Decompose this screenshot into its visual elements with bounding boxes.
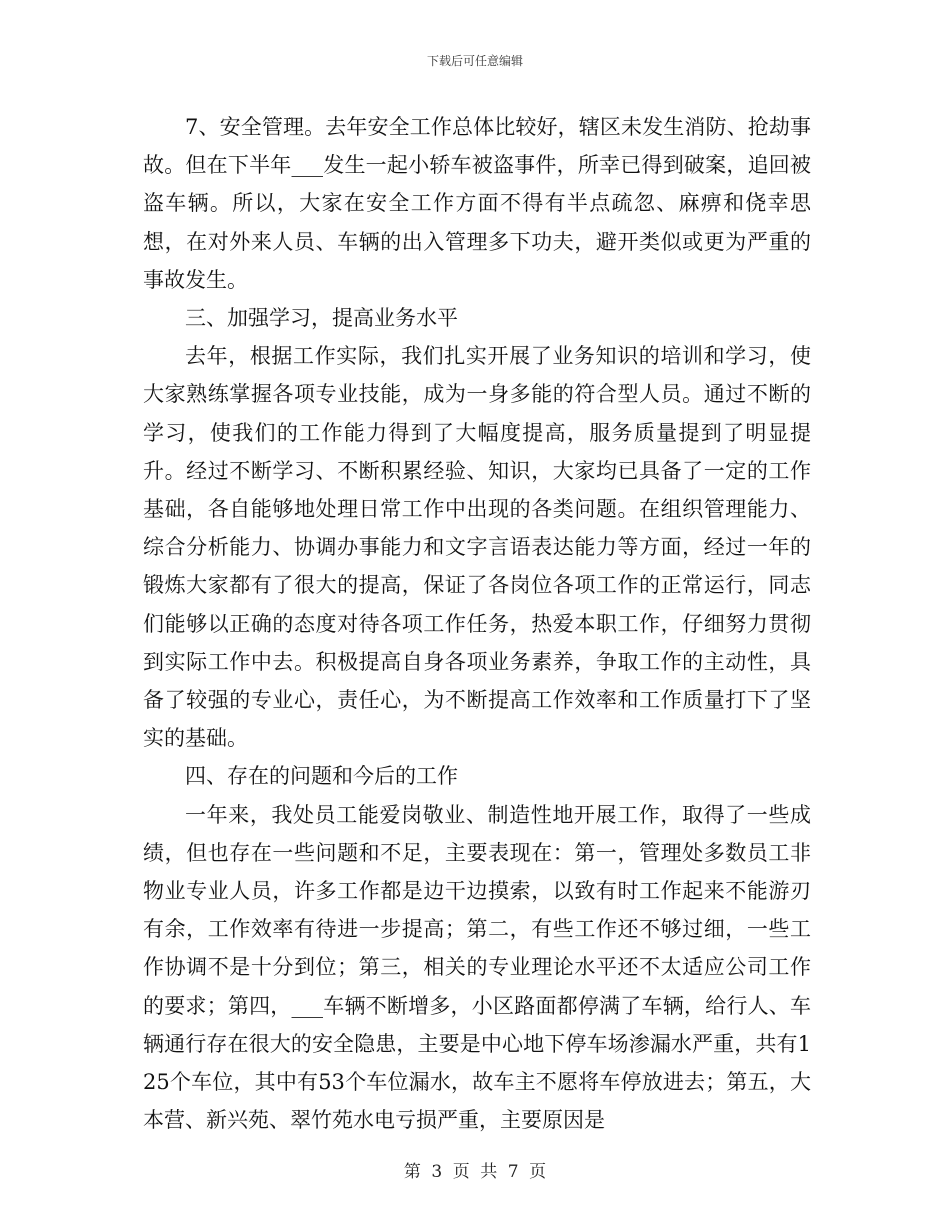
section-heading-problems: 四、存在的问题和今后的工作 bbox=[185, 764, 458, 789]
paragraph-study: 去年，根据工作实际，我们扎实开展了业务知识的培训和学习，使大家熟练掌握各项专业技能，成为一身多能的符合型人员。通过不断的学习，使我们的工作能力得到了大幅度提高，服务质量提到了明显提升。经过不断学习、不断积累经验、知识，大家均已具备了一定的工作基础，各自能够地处理日常工作中出现的各类问题。在组织管理能力、综合分析能力、协调办事能力和文字言语表达能力等方面，经过一年的锻炼大家都有了很大的提高，保证了各岗位各项工作的正常运行，同志们能够以正确的态度对待各项工作任务，热爱本职工作，仔细努力贯彻到实际工作中去。积极提高自身各项业务素养，争取工作的主动性，具备了较强的专业心，责任心，为不断提高工作效率和工作质量打下了坚实的基础。 bbox=[143, 344, 811, 751]
paragraph-problems: 一年来，我处员工能爱岗敬业、制造性地开展工作，取得了一些成绩，但也存在一些问题和不足，主要表现在：第一，管理处多数员工非物业专业人员，许多工作都是边干边摸索，以致有时工作起来不能游刃有余，工作效率有待进一步提高；第二，有些工作还不够过细，一些工作协调不是十分到位；第三，相关的专业理论水平还不太适应公司工作的要求；第四，___车辆不断增多，小区路面都停满了车辆，给行人、车辆通行存在很大的安全隐患，主要是中心地下停车场渗漏水严重，共有125个车位，其中有53个车位漏水，故车主不愿将车停放进去；第五，大本营、新兴苑、翠竹苑水电亏损严重，主要原因是 bbox=[143, 802, 811, 1133]
section-heading-study: 三、加强学习，提高业务水平 bbox=[185, 306, 458, 331]
page-header: 下载后可任意编辑 bbox=[426, 54, 523, 68]
document-body bbox=[143, 108, 811, 1139]
paragraph-safety-management: 7、安全管理。去年安全工作总体比较好，辖区未发生消防、抢劫事故。但在下半年___发生一起小轿车被盗事件，所幸已得到破案，追回被盗车辆。所以，大家在安全工作方面不得有半点疏忽、麻痹和侥幸思想，在对外来人员、车辆的出入管理多下功夫，避开类似或更为严重的事故发生。 bbox=[143, 115, 811, 292]
page-footer: 第 3 页 共 7 页 bbox=[403, 1162, 547, 1182]
